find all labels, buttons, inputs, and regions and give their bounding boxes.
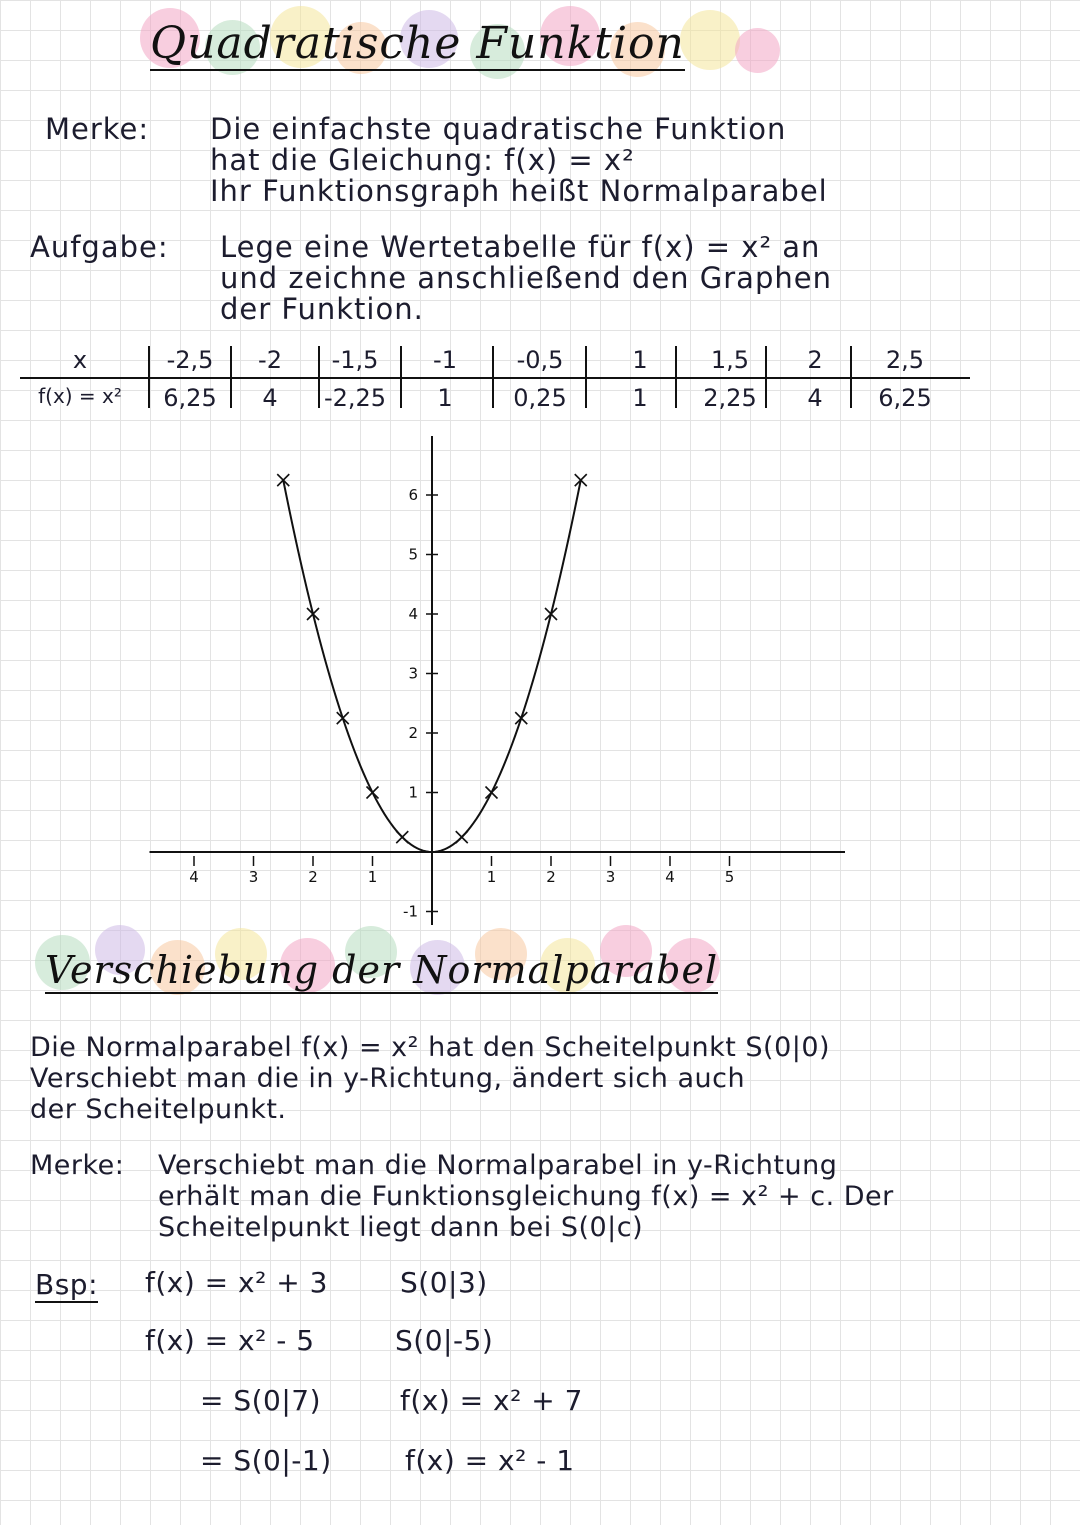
table-cell: 0,25 [513,384,567,412]
x-tick-label: 2 [308,868,318,886]
table-cell: 1 [632,346,648,374]
table-cell: 2,25 [703,384,757,412]
data-point [396,831,408,843]
merke2-line-1: Verschiebt man die Normalparabel in y-Richtung [158,1150,838,1181]
x-tick-label: 1 [486,868,497,886]
example-label: Bsp: [35,1268,99,1301]
merke-line-1: Die einfachste quadratische Funktion [210,112,787,146]
table-cell: -1 [433,346,457,374]
table-cell: 6,25 [878,384,932,412]
aufgabe-line-3: der Funktion. [220,292,424,326]
table-cell: 6,25 [163,384,217,412]
y-tick-label: 6 [408,486,418,504]
x-tick-label: 4 [665,868,675,886]
data-point [456,831,468,843]
data-point [486,787,498,799]
table-cell: 1 [437,384,453,412]
aufgabe-label: Aufgabe: [30,230,169,264]
intro-line-1: Die Normalparabel f(x) = x² hat den Scheitelpunkt S(0|0) [30,1032,831,1063]
merke-line-2: hat die Gleichung: f(x) = x² [210,143,635,177]
data-point [307,608,319,620]
x-tick-label: 3 [248,868,259,886]
table-cell: 2,5 [885,346,925,374]
table-cell: -2 [258,346,282,374]
table-cell: -2,5 [166,346,214,374]
merke-line-3: Ihr Funktionsgraph heißt Normalparabel [210,174,828,208]
data-point [545,608,557,620]
table-cell: 2 [807,346,823,374]
intro-line-3: der Scheitelpunkt. [30,1094,287,1125]
table-cell: 4 [262,384,278,412]
x-tick-label: 2 [546,868,556,886]
merke-label: Merke: [45,112,150,146]
table-x-label: x [72,346,88,374]
example-right: S(0|3) [400,1266,488,1299]
y-tick-label: 2 [408,724,418,742]
y-tick-label: 4 [408,605,418,623]
y-tick-label: 1 [408,783,418,802]
example-left: = S(0|-1) [200,1444,332,1477]
table-y-label: f(x) = x² [38,384,122,408]
table-cell: 4 [807,384,823,412]
example-right: f(x) = x² - 1 [405,1444,575,1477]
parabola-chart [130,430,850,930]
data-point [515,712,527,724]
example-left: = S(0|7) [200,1384,322,1417]
merke2-label: Merke: [30,1150,125,1181]
data-point [337,712,349,724]
table-cell: -2,25 [323,384,387,412]
example-right: f(x) = x² + 7 [400,1384,583,1417]
page-title: Quadratische Funktion [150,18,685,69]
y-tick-label: 3 [408,664,418,683]
y-tick-label: 5 [408,545,418,564]
merke2-line-3: Scheitelpunkt liegt dann bei S(0|c) [158,1212,644,1243]
example-right: S(0|-5) [395,1324,494,1357]
y-tick-label: -1 [403,902,418,921]
section-heading: Verschiebung der Normalparabel [45,948,719,992]
data-point [367,787,379,799]
table-cell: -0,5 [516,346,564,374]
x-tick-label: 3 [605,868,616,886]
x-tick-label: 4 [189,868,199,886]
table-cell: -1,5 [331,346,379,374]
aufgabe-line-2: und zeichne anschließend den Graphen [220,261,832,295]
example-left: f(x) = x² + 3 [145,1266,328,1299]
table-cell: 1,5 [710,346,750,374]
x-tick-label: 5 [724,868,735,886]
x-tick-label: 1 [367,868,378,886]
table-cell: 1 [632,384,648,412]
example-left: f(x) = x² - 5 [145,1324,315,1357]
aufgabe-line-1: Lege eine Wertetabelle für f(x) = x² an [220,230,821,264]
intro-line-2: Verschiebt man die in y-Richtung, ändert sich auch [30,1063,746,1094]
merke2-line-2: erhält man die Funktionsgleichung f(x) = x² + c. Der [158,1181,894,1212]
